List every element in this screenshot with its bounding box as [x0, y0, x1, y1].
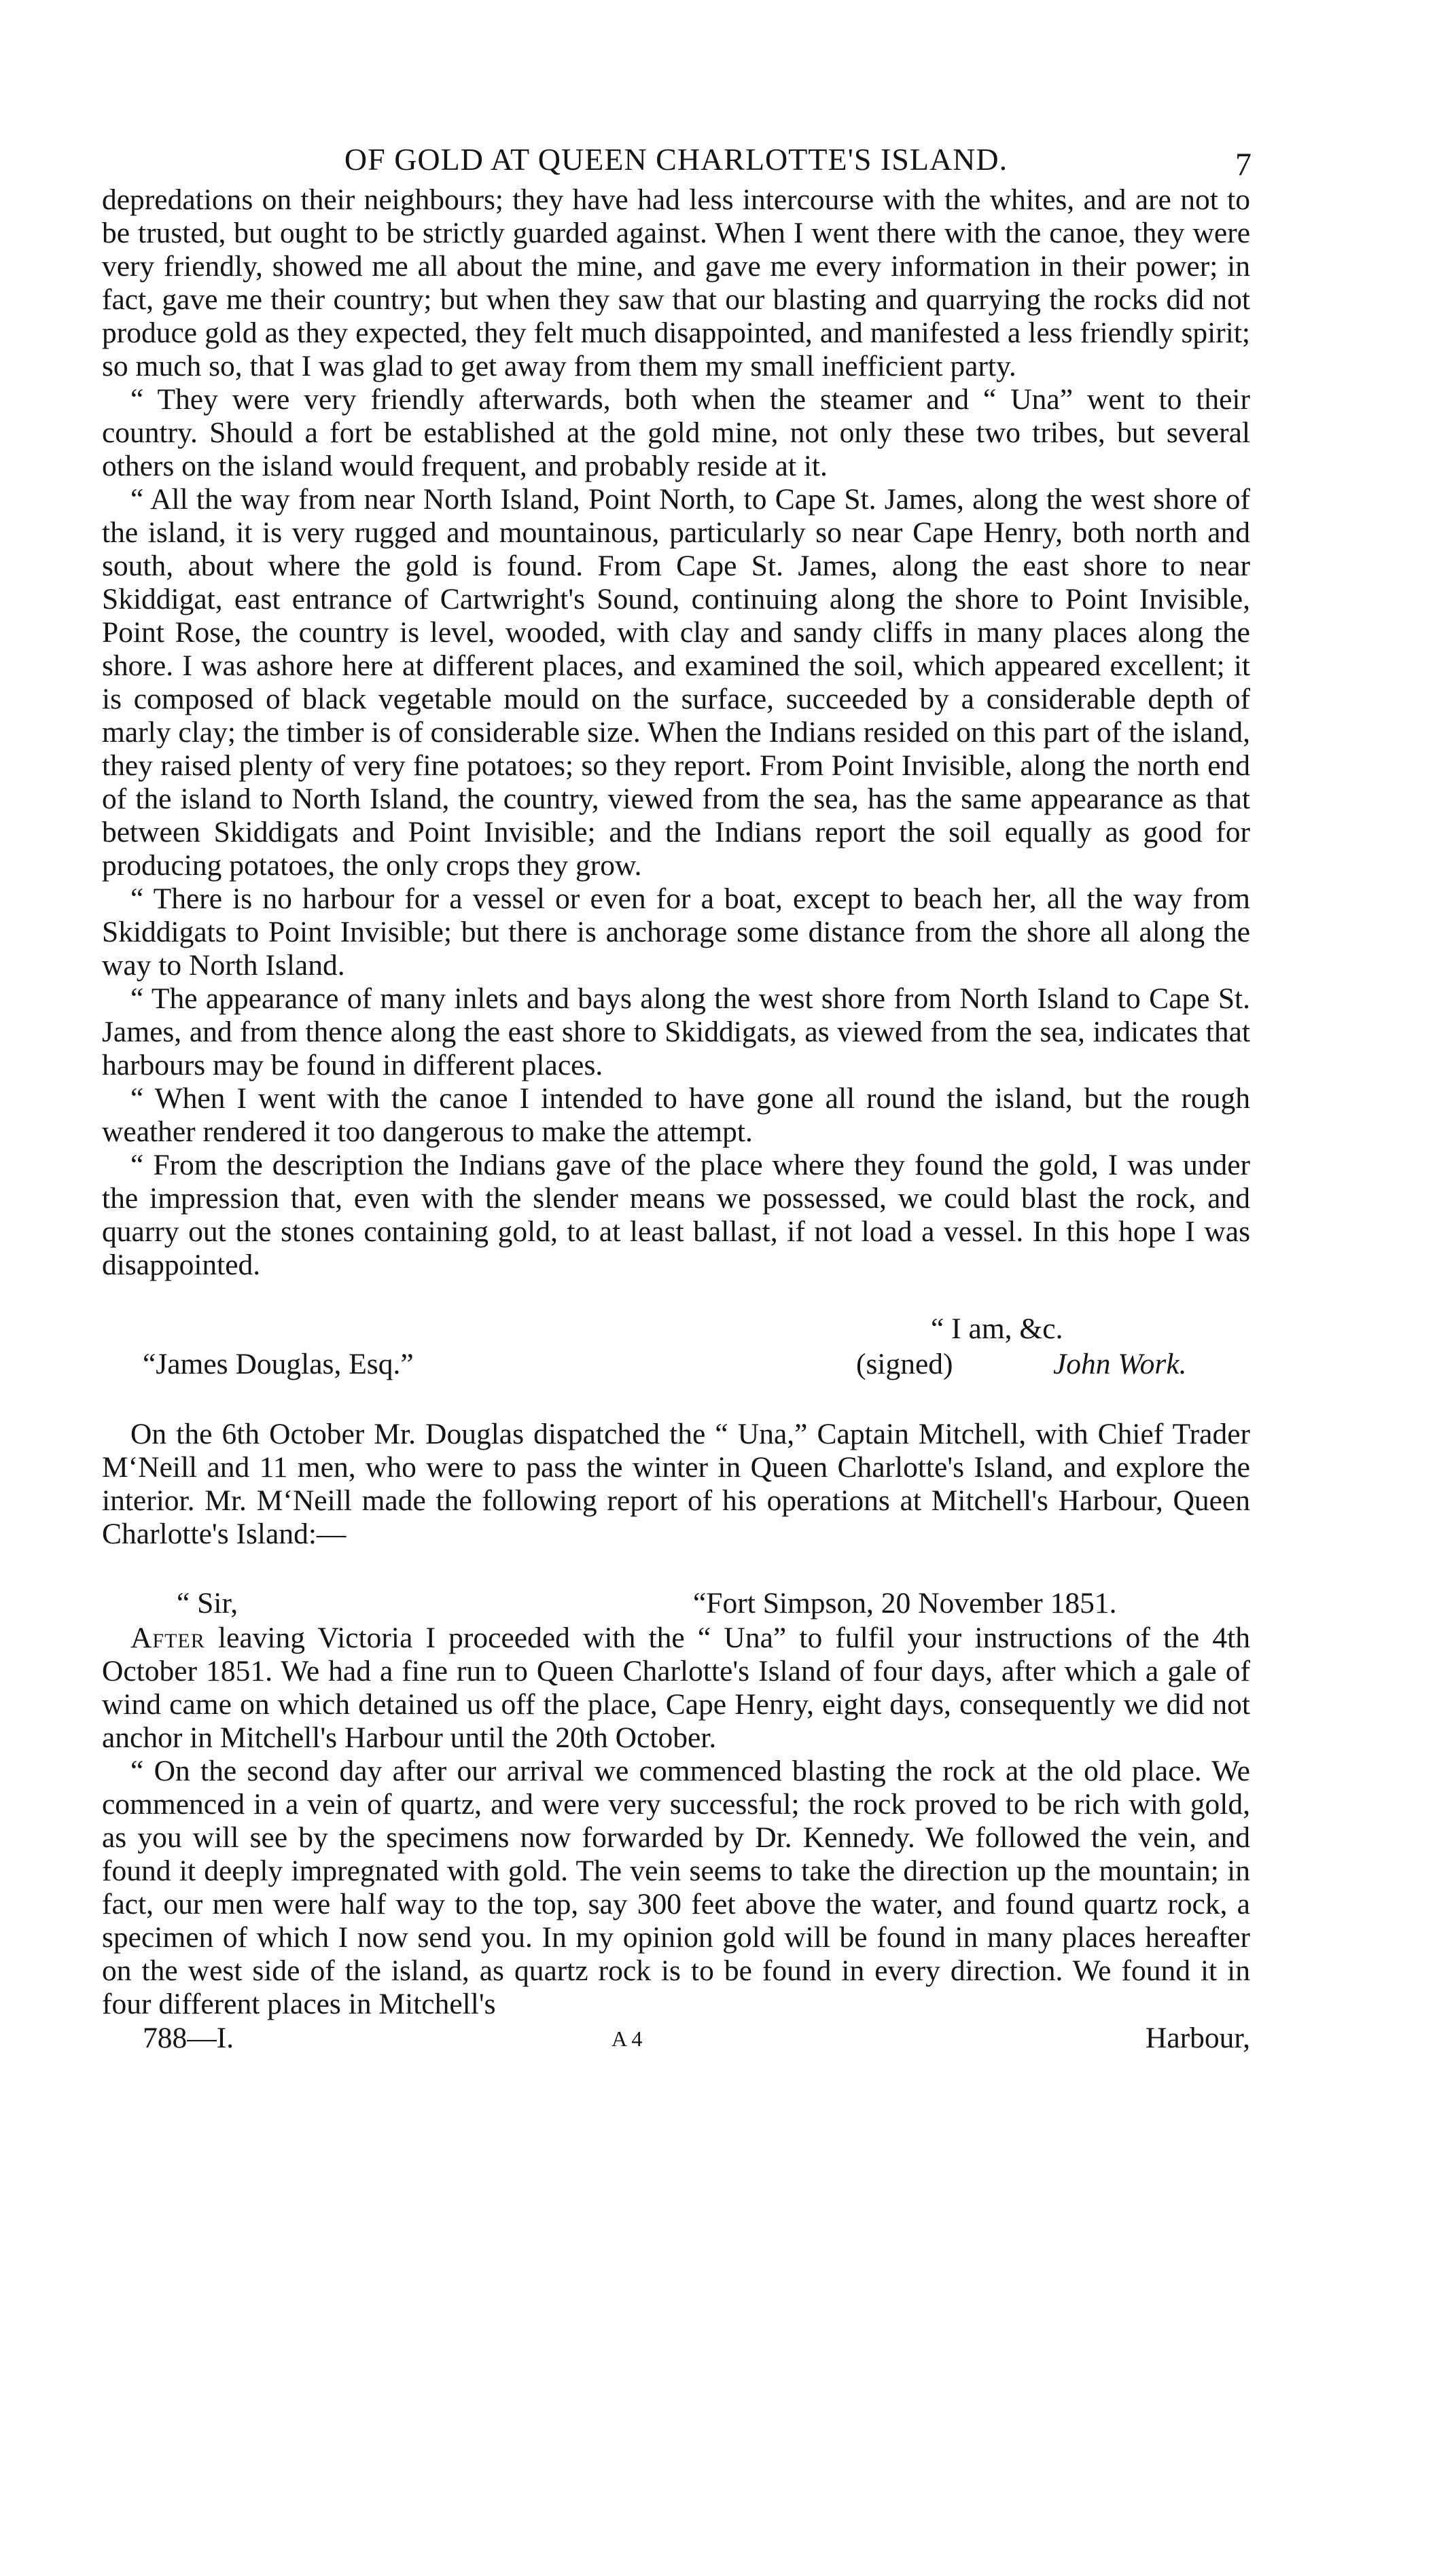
paragraph: “ From the description the Indians gave of the place where they found the gold, I was under the impression that, even with the slender means we possessed, we could blast the rock, and quarry out the stones containing gold, to at least ballast, if not load a vessel. In this hope I was disappointed.: [102, 1149, 1250, 1281]
paragraph: “ On the second day after our arrival we commenced blasting the rock at the old place. We commenced in a vein of quartz, and were very successful; the rock proved to be rich with gold, as you will see by the specimens now forwarded by Dr. Kennedy. We followed the vein, and found it deeply impregnated with gold. The vein seems to take the direction up the mountain; in fact, our men were half way to the top, say 300 feet above the water, and found quartz rock, a specimen of which I now send you. In my opinion gold will be found in many places hereafter on the west side of the island, as quartz rock is to be found in every direction. We found it in four different places in Mitchell's: [102, 1755, 1250, 2020]
work-letter-body: [102, 183, 1250, 1282]
addressee: “James Douglas, Esq.”: [143, 1348, 414, 1380]
salutation: “ Sir,: [177, 1587, 238, 1620]
drop-word: After: [130, 1622, 205, 1654]
document-page: [102, 136, 1250, 2056]
catchword: Harbour,: [1145, 2022, 1250, 2054]
author-name: John Work.: [1053, 1348, 1187, 1380]
paragraph: [102, 1622, 1250, 1755]
paragraph: depredations on their neighbours; they have had less intercourse with the whites, and are not to be trusted, but ought to be strictly guarded against. When I went there with the canoe, they were very friendly, showed me all about the mine, and gave me every information in their power; in fact, gave me their country; but when they saw that our blasting and quarrying the rocks did not produce gold as they expected, they felt much disappointed, and manifested a less friendly spirit; so much so, that I was glad to get away from them my small inefficient party.: [102, 183, 1250, 382]
running-head: [102, 136, 1250, 183]
narrative-section: [102, 1418, 1250, 1551]
mcneill-letter-heading: [102, 1586, 1250, 1622]
paragraph: “ They were very friendly afterwards, both when the steamer and “ Una” went to their country. Should a fort be established at the gold mine, not only these two tribes, but several others on the island would frequent, and probably reside at it.: [102, 383, 1250, 482]
paragraph: “ When I went with the canoe I intended to have gone all round the island, but the rough weather rendered it too dangerous to make the attempt.: [102, 1082, 1250, 1148]
signed-label: (signed): [856, 1348, 953, 1380]
dateline: “Fort Simpson, 20 November 1851.: [693, 1587, 1117, 1620]
sheet-mark: A 4: [611, 2026, 643, 2051]
paragraph: “ All the way from near North Island, Point North, to Cape St. James, along the west shore of the island, it is very rugged and mountainous, particularly so near Cape Henry, both north and south, about where the gold is found. From Cape St. James, along the east shore to near Skiddigat, east entrance of Cartwright's Sound, continuing along the shore to Point Invisible, Point Rose, the country is level, wooded, with clay and sandy cliffs in many places along the shore. I was ashore here at different places, and examined the soil, which appeared excellent; it is composed of black vegetable mould on the surface, succeeded by a considerable depth of marly clay; the timber is of considerable size. When the Indians resided on this part of the island, they raised plenty of very fine potatoes; so they report. From Point Invisible, along the north end of the island to North Island, the country, viewed from the sea, has the same appearance as that between Skiddigats and Point Invisible; and the Indians report the soil equally as good for producing potatoes, the only crops they grow.: [102, 483, 1250, 882]
signature-mark: 788—I.: [143, 2022, 234, 2054]
letter-signature-line: [102, 1347, 1250, 1382]
narrative-paragraph: On the 6th October Mr. Douglas dispatched the “ Una,” Captain Mitchell, with Chief Trader M‘Neill and 11 men, who were to pass the winter in Queen Charlotte's Island, and explore the interior. Mr. M‘Neill made the following report of his operations at Mitchell's Harbour, Queen Charlotte's Island:—: [102, 1418, 1250, 1550]
mcneill-letter-body: [102, 1622, 1250, 2021]
letter-complimentary-close: [102, 1312, 1250, 1347]
page-footer: [102, 2021, 1250, 2056]
complimentary-close: “ I am, &c.: [931, 1312, 1063, 1345]
paragraph-text: leaving Victoria I proceeded with the “ Una” to fulfil your instructions of the 4th October 1851. We had a fine run to Queen Charlotte's Island of four days, after which a gale of wind came on which detained us off the place, Cape Henry, eight days, consequently we did not anchor in Mitchell's Harbour until the 20th October.: [102, 1622, 1250, 1754]
paragraph: “ The appearance of many inlets and bays along the west shore from North Island to Cape St. James, and from thence along the east shore to Skiddigats, as viewed from the sea, indicates that harbours may be found in different places.: [102, 982, 1250, 1081]
paragraph: “ There is no harbour for a vessel or even for a boat, except to beach her, all the way from Skiddigats to Point Invisible; but there is anchorage some distance from the shore all along the way to North Island.: [102, 882, 1250, 982]
page-number: 7: [1235, 147, 1252, 183]
running-title: OF GOLD AT QUEEN CHARLOTTE'S ISLAND.: [344, 142, 1008, 177]
